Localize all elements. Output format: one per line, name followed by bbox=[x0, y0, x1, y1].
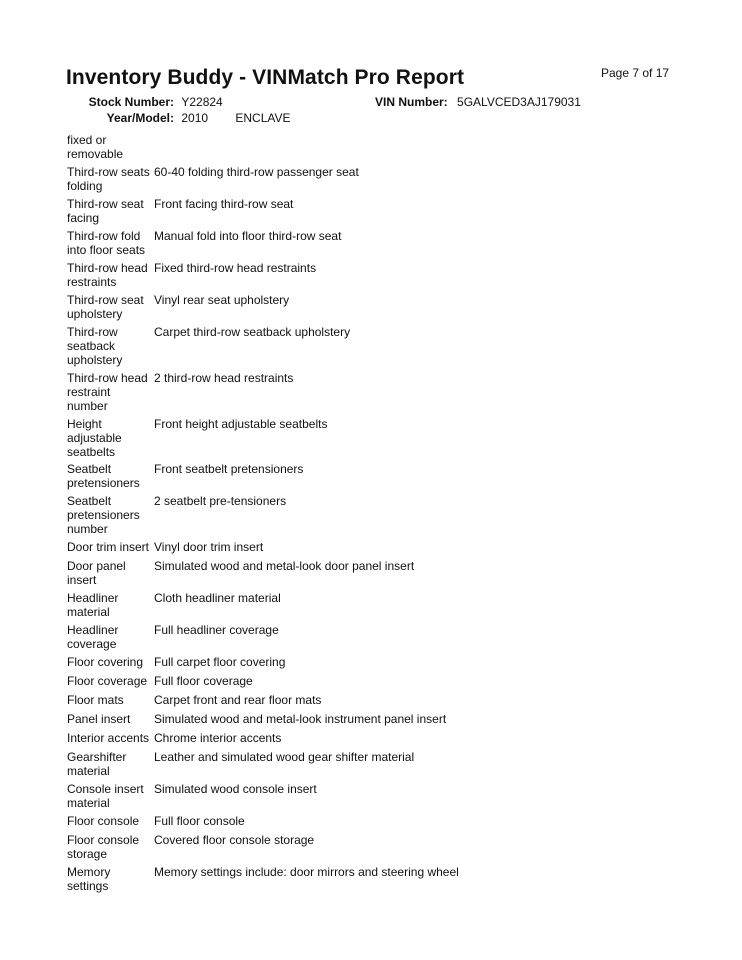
stock-number-label: Stock Number: bbox=[88, 95, 174, 109]
feature-value: Full carpet floor covering bbox=[154, 655, 286, 669]
year-model-label: Year/Model: bbox=[106, 111, 174, 125]
feature-value: 2 seatbelt pre-tensioners bbox=[154, 494, 287, 508]
feature-value: Full headliner coverage bbox=[154, 623, 279, 637]
feature-value: 60-40 folding third-row passenger seat bbox=[154, 165, 359, 179]
feature-label: Floor mats bbox=[67, 693, 124, 707]
feature-value: Simulated wood and metal-look instrument panel insert bbox=[154, 712, 447, 726]
vin-number-value: 5GALVCED3AJ179031 bbox=[457, 95, 581, 109]
feature-value: Carpet third-row seatback upholstery bbox=[154, 325, 351, 339]
feature-label: Third-row head restraints bbox=[67, 261, 148, 289]
feature-label: Floor coverage bbox=[67, 674, 148, 688]
report-title: Inventory Buddy - VINMatch Pro Report bbox=[66, 66, 465, 89]
feature-label: Floor console storage bbox=[67, 833, 140, 861]
feature-value: Front height adjustable seatbelts bbox=[154, 417, 328, 431]
feature-value: Carpet front and rear floor mats bbox=[154, 693, 322, 707]
feature-value: Front facing third-row seat bbox=[154, 197, 294, 211]
feature-label: Headliner material bbox=[67, 591, 119, 619]
feature-label: Third-row seatback upholstery bbox=[67, 325, 123, 367]
feature-label: Floor console bbox=[67, 814, 140, 828]
feature-label: Panel insert bbox=[67, 712, 131, 726]
feature-label: Door panel insert bbox=[67, 559, 126, 587]
feature-value: Manual fold into floor third-row seat bbox=[154, 229, 342, 243]
feature-label: Seatbelt pretensioners number bbox=[67, 494, 140, 536]
feature-label: Height adjustable seatbelts bbox=[67, 417, 122, 459]
feature-value: Fixed third-row head restraints bbox=[154, 261, 317, 275]
model-value: ENCLAVE bbox=[235, 111, 291, 125]
feature-label: fixed or removable bbox=[67, 133, 124, 161]
feature-value: Cloth headliner material bbox=[154, 591, 281, 605]
feature-label: Interior accents bbox=[67, 731, 150, 745]
year-model-field bbox=[66, 111, 291, 125]
feature-label: Third-row seat upholstery bbox=[67, 293, 144, 321]
feature-value: Full floor console bbox=[154, 814, 245, 828]
year-value: 2010 bbox=[181, 111, 209, 125]
feature-value: Front seatbelt pretensioners bbox=[154, 462, 304, 476]
feature-value: 2 third-row head restraints bbox=[154, 371, 294, 385]
stock-number-field bbox=[66, 95, 223, 109]
feature-label: Floor covering bbox=[67, 655, 144, 669]
feature-label: Headliner coverage bbox=[67, 623, 119, 651]
vin-number-field bbox=[375, 95, 581, 109]
page-number: Page 7 of 17 bbox=[601, 66, 670, 80]
feature-value: Simulated wood and metal-look door panel insert bbox=[154, 559, 415, 573]
feature-label: Console insert material bbox=[67, 782, 144, 810]
feature-label: Third-row fold into floor seats bbox=[67, 229, 146, 257]
feature-value: Chrome interior accents bbox=[154, 731, 282, 745]
feature-value: Memory settings include: door mirrors and steering wheel bbox=[154, 865, 459, 879]
feature-label: Seatbelt pretensioners bbox=[67, 462, 140, 490]
vin-number-label: VIN Number: bbox=[375, 95, 448, 109]
feature-label: Memory settings bbox=[67, 865, 111, 893]
feature-value: Simulated wood console insert bbox=[154, 782, 317, 796]
feature-value: Vinyl door trim insert bbox=[154, 540, 264, 554]
feature-value: Covered floor console storage bbox=[154, 833, 315, 847]
feature-value: Full floor coverage bbox=[154, 674, 253, 688]
feature-label: Third-row seat facing bbox=[67, 197, 144, 225]
feature-label: Third-row seats folding bbox=[67, 165, 150, 193]
feature-label: Door trim insert bbox=[67, 540, 150, 554]
feature-value: Leather and simulated wood gear shifter material bbox=[154, 750, 415, 764]
stock-number-value: Y22824 bbox=[181, 95, 223, 109]
feature-value: Vinyl rear seat upholstery bbox=[154, 293, 290, 307]
feature-label: Third-row head restraint number bbox=[67, 371, 148, 413]
feature-label: Gearshifter material bbox=[67, 750, 127, 778]
